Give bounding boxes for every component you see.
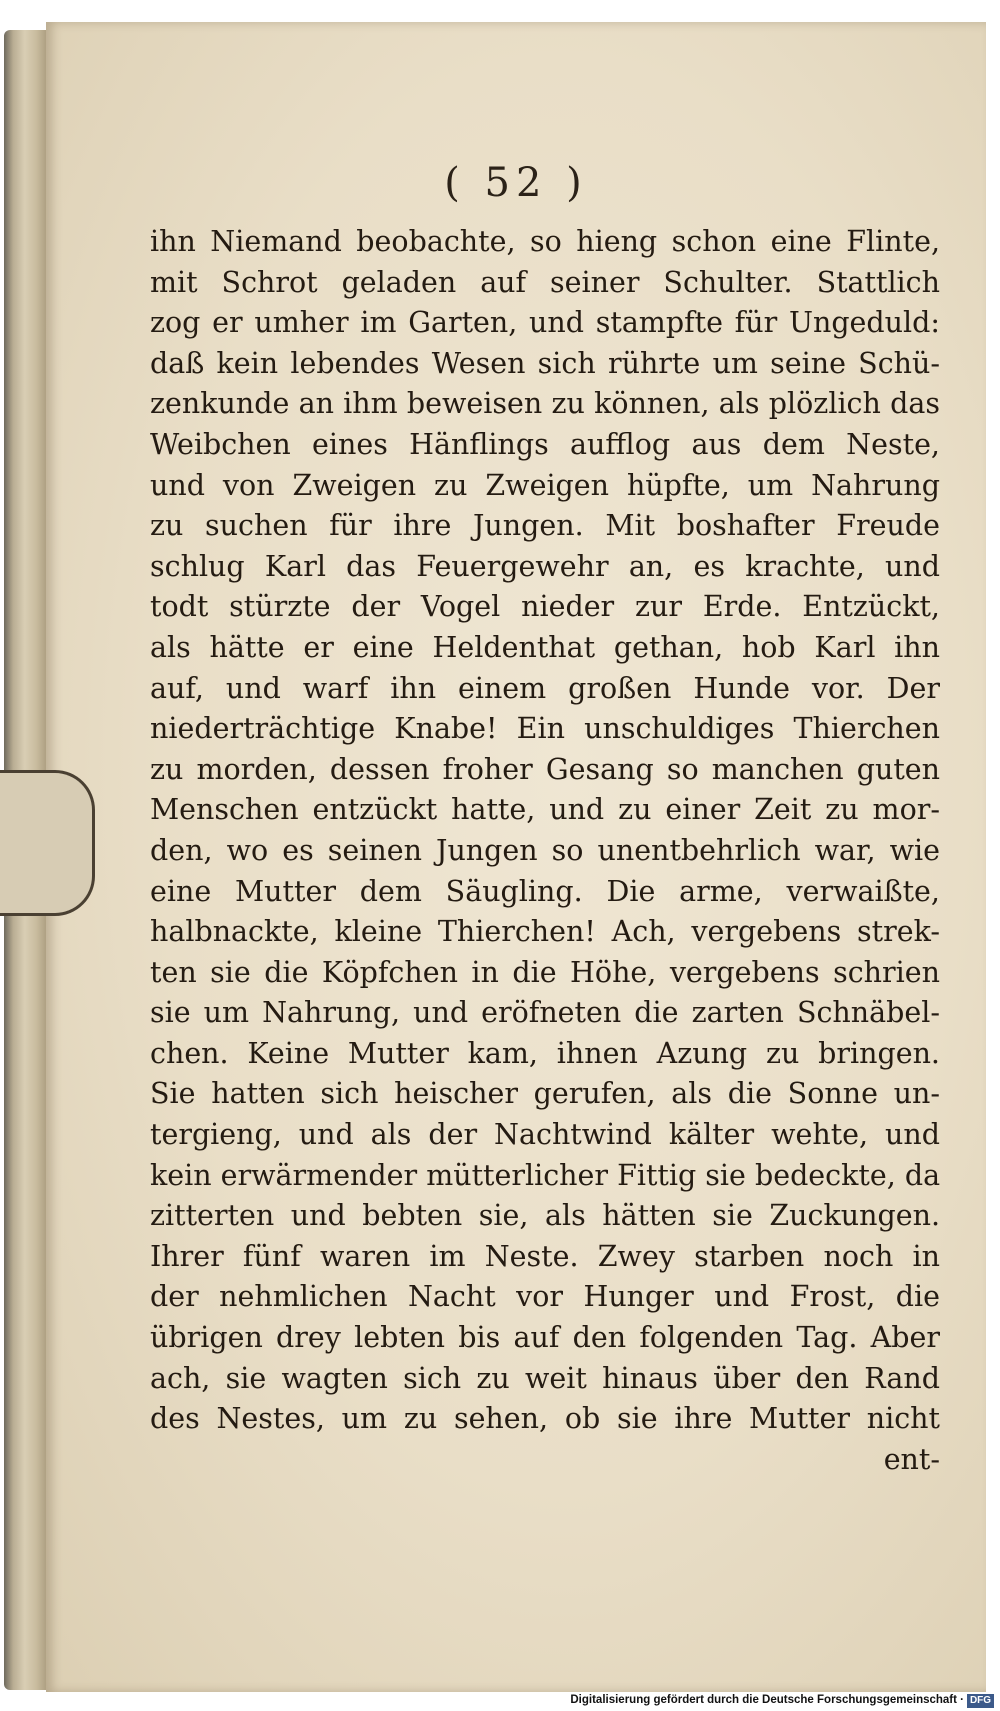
dfg-logo: DFG	[967, 1694, 994, 1708]
text-line: daß kein lebendes Wesen sich rührte um seine Schü-	[150, 346, 940, 380]
text-line: übrigen drey lebten bis auf den folgenden Tag. Aber	[150, 1321, 940, 1355]
text-line: sie um Nahrung, und eröfneten die zarten Schnäbel-	[150, 996, 940, 1030]
text-line: schlug Karl das Feuergewehr an, es krachte, und	[150, 549, 940, 583]
text-line: den, wo es seinen Jungen so unentbehrlich war, wie	[150, 833, 940, 867]
text-line: zenkunde an ihm beweisen zu können, als plözlich das	[150, 387, 940, 421]
text-line: todt stürzte der Vogel nieder zur Erde. Entzückt,	[150, 590, 940, 624]
text-line: eine Mutter dem Säugling. Die arme, verwaißte,	[150, 874, 940, 908]
text-line: Ihrer fünf waren im Neste. Zwey starben noch in	[150, 1239, 940, 1273]
text-line: chen. Keine Mutter kam, ihnen Azung zu bringen.	[150, 1036, 940, 1070]
body-text	[150, 222, 940, 1480]
text-line: als hätte er eine Heldenthat gethan, hob Karl ihn	[150, 630, 940, 664]
text-line: Weibchen eines Hänflings aufflog aus dem Neste,	[150, 427, 940, 461]
text-line: ihn Niemand beobachte, so hieng schon eine Flinte,	[150, 225, 940, 258]
text-line: zog er umher im Garten, und stampfte für Ungeduld:	[150, 306, 940, 340]
text-line: des Nestes, um zu sehen, ob sie ihre Mutter nicht	[150, 1402, 940, 1436]
text-line: Menschen entzückt hatte, und zu einer Zeit zu mor-	[150, 793, 940, 827]
text-line: niederträchtige Knabe! Ein unschuldiges Thierchen	[150, 712, 940, 746]
text-line: tergieng, und als der Nachtwind kälter wehte, und	[150, 1118, 940, 1152]
text-line: der nehmlichen Nacht vor Hunger und Frost, die	[150, 1280, 940, 1314]
text-line: zitterten und bebten sie, als hätten sie Zuckungen.	[150, 1199, 940, 1233]
page-tab-marker	[0, 770, 95, 916]
text-line: ach, sie wagten sich zu weit hinaus über den Rand	[150, 1361, 940, 1395]
catchword: ent-	[883, 1442, 940, 1476]
text-line: zu morden, dessen froher Gesang so manchen guten	[150, 752, 940, 786]
text-line: ten sie die Köpfchen in die Höhe, vergebens schrien	[150, 955, 940, 989]
text-line: kein erwärmender mütterlicher Fittig sie bedeckte, da	[150, 1158, 941, 1192]
text-line: halbnackte, kleine Thierchen! Ach, vergebens strek-	[150, 915, 940, 949]
text-line: mit Schrot geladen auf seiner Schulter. Stattlich	[150, 265, 940, 299]
text-line: und von Zweigen zu Zweigen hüpfte, um Nahrung	[150, 468, 940, 502]
text-line: zu suchen für ihre Jungen. Mit boshafter Freude	[150, 509, 940, 543]
page-number: ( 52 )	[444, 160, 588, 206]
text-line: auf, und warf ihn einem großen Hunde vor. Der	[150, 671, 940, 705]
book-page	[46, 22, 986, 1692]
footer-bar	[0, 1692, 1000, 1711]
text-line: Sie hatten sich heischer gerufen, als die Sonne un-	[150, 1077, 940, 1111]
footer-credit: Digitalisierung gefördert durch die Deutsche Forschungsgemeinschaft ·	[570, 1694, 964, 1706]
